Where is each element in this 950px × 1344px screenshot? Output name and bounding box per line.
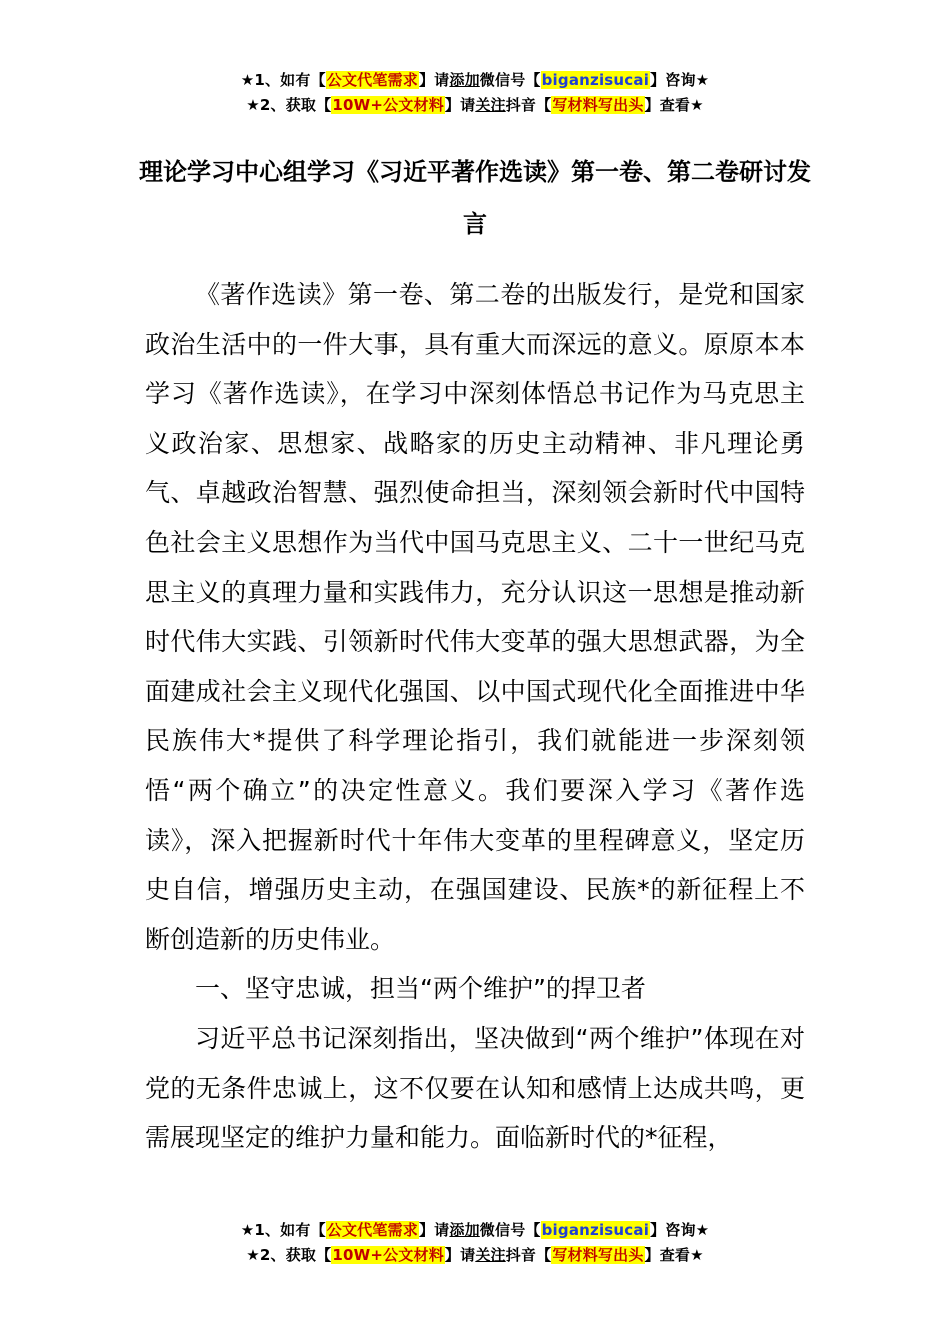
banner-line-1 [0, 68, 950, 93]
paragraph-intro: 《著作选读》第一卷、第二卷的出版发行，是党和国家政治生活中的一件大事，具有重大而深远的意义。原原本本学习《著作选读》，在学习中深刻体悟总书记作为马克思主义政治家、思想家、战略家的历史主动精神、非凡理论勇气、卓越政治智慧、强烈使命担当，深刻领会新时代中国特色社会主义思想作为当代中国马克思主义、二十一世纪马克思主义的真理力量和实践伟力，充分认识这一思想是推动新时代伟大实践、引领新时代伟大变革的强大思想武器，为全面建成社会主义现代化强国、以中国式现代化全面推进中华民族伟大*提供了科学理论指引，我们就能进一步深刻领悟“两个确立”的决定性意义。我们要深入学习《著作选读》，深入把握新时代十年伟大变革的里程碑意义，坚定历史自信，增强历史主动，在强国建设、民族*的新征程上不断创造新的历史伟业。 [145, 280, 805, 954]
banner-text: 】查看★ [644, 96, 704, 114]
banner-text: 微信号【 [479, 71, 541, 89]
banner-underlined-text: 添加 [449, 71, 480, 89]
banner-line-2 [0, 93, 950, 118]
banner-douyin-id: 写材料写出头 [552, 96, 644, 114]
banner-wechat-id: biganzisucai [541, 71, 650, 89]
banner-text: 】请 [444, 1246, 476, 1264]
banner-douyin-id: 写材料写出头 [552, 1246, 644, 1264]
paragraph-section-1: 习近平总书记深刻指出，坚决做到“两个维护”体现在对党的无条件忠诚上，这不仅要在认知和感情上达成共鸣，更需展现坚定的维护力量和能力。面临新时代的*征程， [145, 1023, 805, 1153]
banner-text: 】咨询★ [650, 71, 710, 89]
footer-banner [0, 1218, 950, 1268]
banner-highlight: 公文代笔需求 [326, 71, 418, 89]
document-title: 理论学习中心组学习《习近平著作选读》第一卷、第二卷研讨发言 [139, 158, 811, 238]
banner-line-1 [0, 1218, 950, 1243]
banner-text: 抖音【 [505, 96, 552, 114]
header-banner [0, 68, 950, 118]
banner-text: 】请 [418, 71, 450, 89]
document-body [145, 270, 805, 1163]
banner-text: 微信号【 [479, 1221, 541, 1239]
banner-text: ★2、获取【 [246, 1246, 332, 1264]
banner-highlight: 公文代笔需求 [326, 1221, 418, 1239]
banner-underlined-text: 关注 [475, 1246, 506, 1264]
banner-underlined-text: 关注 [475, 96, 506, 114]
banner-line-2 [0, 1243, 950, 1268]
banner-text: ★2、获取【 [246, 96, 332, 114]
banner-text: ★1、如有【 [240, 71, 326, 89]
banner-text: 】请 [418, 1221, 450, 1239]
banner-wechat-id: biganzisucai [541, 1221, 650, 1239]
banner-highlight: 10W+公文材料 [332, 96, 444, 114]
banner-text: 】查看★ [644, 1246, 704, 1264]
banner-text: 抖音【 [505, 1246, 552, 1264]
banner-highlight: 10W+公文材料 [332, 1246, 444, 1264]
banner-underlined-text: 添加 [449, 1221, 480, 1239]
banner-text: 】请 [444, 96, 476, 114]
section-heading: 一、坚守忠诚，担当“两个维护”的捍卫者 [195, 974, 646, 1004]
banner-text: ★1、如有【 [240, 1221, 326, 1239]
banner-text: 】咨询★ [650, 1221, 710, 1239]
